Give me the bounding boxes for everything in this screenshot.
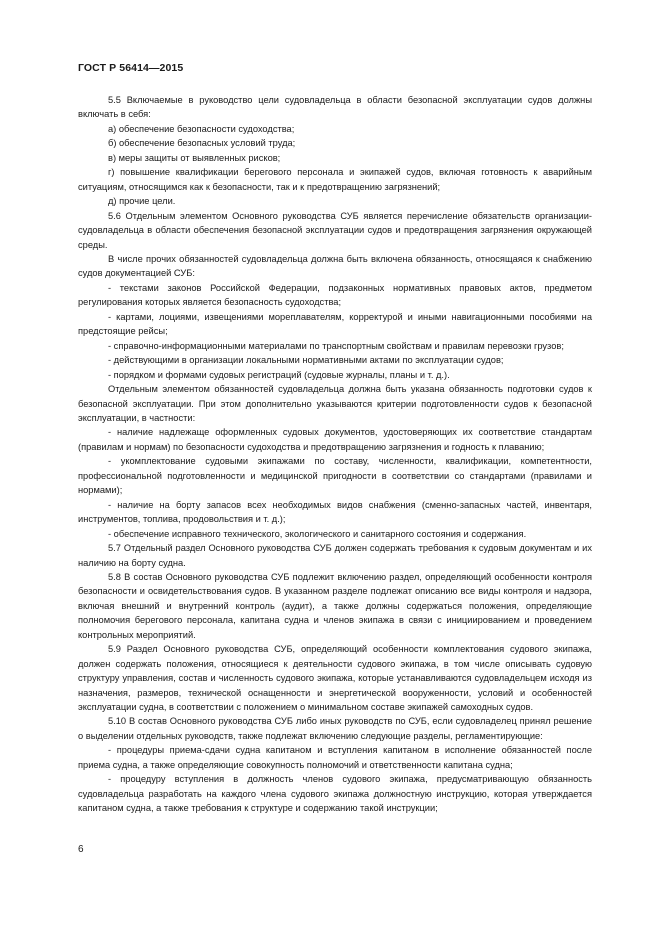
paragraph: в) меры защиты от выявленных рисков; bbox=[108, 152, 281, 163]
paragraph: - текстами законов Российской Федерации, подзаконных нормативных правовых актов, предметом регулирования которых является безопасность судоходства; bbox=[78, 282, 592, 308]
paragraph: г) повышение квалификации берегового персонала и экипажей судов, включая готовность к аварийным ситуациям, относящимся как к безопасности, так и к предотвращению загрязнений; bbox=[78, 167, 592, 192]
paragraph: б) обеспечение безопасных условий труда; bbox=[108, 138, 296, 149]
paragraph: - обеспечение исправного технического, экологического и санитарного состояния и содержания. bbox=[108, 528, 527, 539]
paragraph: - процедуры приема-сдачи судна капитаном и вступления капитаном в исполнение обязанностей после приема судна, а также определяющие совокупность полномочий и ответственности капитана судна; bbox=[78, 745, 592, 770]
paragraph: - укомплектование судовыми экипажами по составу, численности, квалификации, компетентности, профессиональной подготовленности и медицинской пригодности в соответствии со стандартами (правилами и нормами); bbox=[78, 456, 592, 496]
paragraph: 5.10 В состав Основного руководства СУБ либо иных руководств по СУБ, если судовладелец принял решение о выделении отдельных руководств, также подлежат включению следующие разделы, регламентирующие: bbox=[78, 716, 592, 741]
paragraph: 5.6 Отдельным элементом Основного руководства СУБ является перечисление обязательств организации-судовладельца в области обеспечения безопасной эксплуатации судов и предотвращения загрязнения окружающей среды. bbox=[78, 210, 592, 250]
document-header: ГОСТ Р 56414—2015 bbox=[78, 62, 184, 74]
paragraph: - картами, лоциями, извещениями мореплавателям, корректурой и иными навигационными пособиями на предстоящие рейсы; bbox=[78, 311, 592, 337]
paragraph: а) обеспечение безопасности судоходства; bbox=[108, 123, 295, 134]
paragraph: 5.9 Раздел Основного руководства СУБ, определяющий особенности комплектования судового экипажа, должен содержать положения, относящиеся к деятельности судового экипажа, в том числе описывать судовую структуру управления, состав и численность судового экипажа, которые устанавливаются судовладельцем исходя из назначения, размеров, технической оснащенности и энергетической вооруженности, условий и особенностей эксплуатации судна, в соответствии с положением о минимальном составе экипажей самоходных судов. bbox=[78, 644, 592, 713]
paragraph: - действующими в организации локальными нормативными актами по эксплуатации судов; bbox=[108, 355, 504, 366]
paragraph: 5.5 Включаемые в руководство цели судовладельца в области безопасной эксплуатации судов должны включать в себя: bbox=[78, 95, 592, 120]
paragraph: - наличие надлежаще оформленных судовых документов, удостоверяющих их соответствие стандартам (правилам и нормам) по безопасности судоходства и предотвращению загрязнения и годность к плаванию; bbox=[78, 427, 592, 452]
paragraph: 5.8 В состав Основного руководства СУБ подлежит включению раздел, определяющий особенности контроля безопасности и освидетельствования судов. В указанном разделе подлежат описанию все виды контроля и надзора, включая внешний и внутренний контроль (аудит), а также должны содержаться положения, определяющие полномочия берегового персонала, капитана судна и членов экипажа в связи с инициированием и проведением контрольных мероприятий. bbox=[78, 571, 592, 640]
page-number: 6 bbox=[78, 844, 84, 855]
paragraph: - порядком и формами судовых регистраций (судовые журналы, планы и т. д.). bbox=[108, 369, 450, 380]
paragraph: д) прочие цели. bbox=[108, 196, 176, 207]
paragraph: В числе прочих обязанностей судовладельца должна быть включена обязанность, относящаяся к снабжению судов документацией СУБ: bbox=[78, 253, 592, 279]
paragraph: Отдельным элементом обязанностей судовладельца должна быть указана обязанность подготовки судов к безопасной эксплуатации. При этом дополнительно указываются критерии подготовленности судов к безопасной эксплуатации, в частности: bbox=[78, 384, 592, 423]
paragraph: 5.7 Отдельный раздел Основного руководства СУБ должен содержать требования к судовым документам и их наличию на борту судна. bbox=[78, 543, 592, 568]
paragraph: - справочно-информационными материалами по транспортным свойствам и правилам перевозки грузов; bbox=[108, 340, 564, 351]
document-body bbox=[78, 93, 592, 816]
paragraph: - процедуру вступления в должность членов судового экипажа, предусматривающую обязанность судовладельца разработать на каждого члена судового экипажа должностную инструкцию, которая утверждается капитаном судна, а также требования к структуре и содержанию такой инструкции; bbox=[78, 774, 592, 814]
paragraph: - наличие на борту запасов всех необходимых видов снабжения (сменно-запасных частей, инвентаря, инструментов, топлива, продовольствия и т. д.); bbox=[78, 499, 592, 525]
